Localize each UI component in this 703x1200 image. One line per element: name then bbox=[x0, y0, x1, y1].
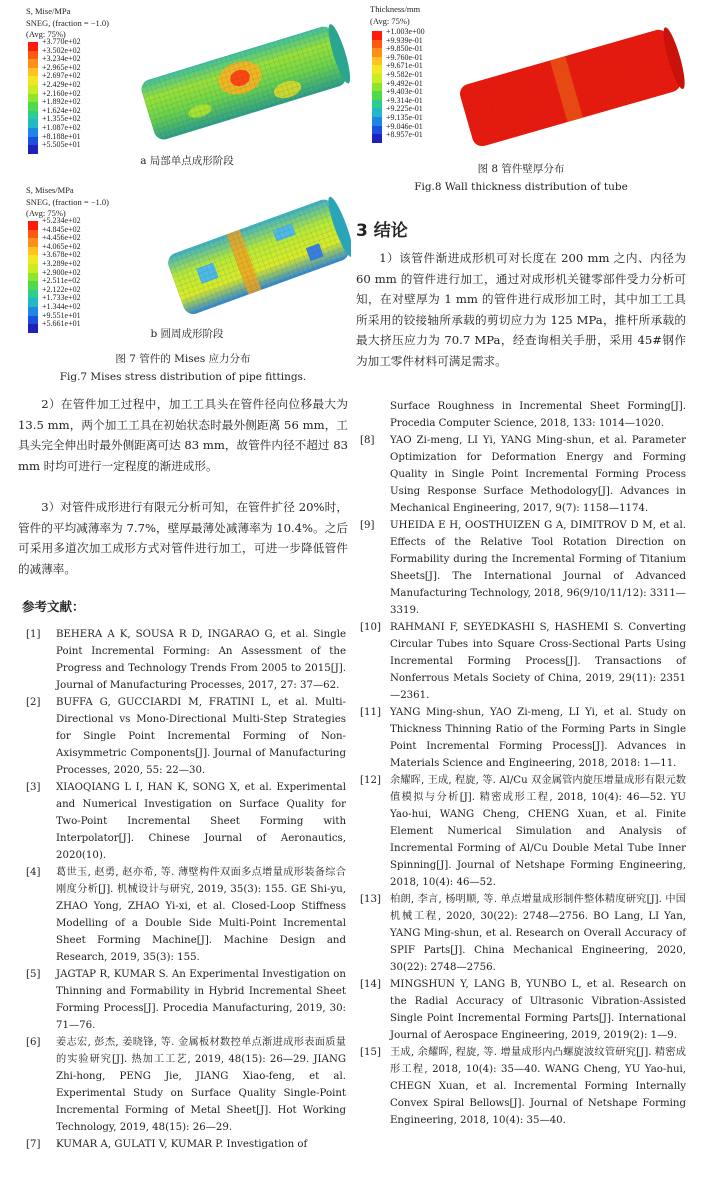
legend-colorbar bbox=[28, 42, 38, 154]
legend-color-swatch bbox=[28, 316, 38, 325]
legend-color-swatch bbox=[28, 119, 38, 128]
legend-color-swatch bbox=[28, 94, 38, 103]
legend-color-swatch bbox=[28, 137, 38, 146]
right-column bbox=[356, 0, 686, 1200]
legend-value: +1.344e+02 bbox=[42, 301, 81, 311]
reference-text: 姜志宏, 彭杰, 姜晓锋, 等. 金属板材数控单点渐进成形表面质量的实验研究[J]. 热加工工艺, 2019, 48(15): 26—29. JIANG Zhi-hong, PENG Jie, JIANG Xiao-feng, et al. Experimental Study on Surface Quality Single-Point Incremental Forming of Metal Sheet[J]. Hot Working Technology, 2019, 48(15): 26—29. bbox=[56, 1037, 346, 1133]
reference-item bbox=[26, 779, 346, 864]
legend-color-swatch bbox=[28, 85, 38, 94]
section-3-title: 3 结论 bbox=[356, 221, 408, 241]
legend-title-line: SNEG, (fraction = −1.0) bbox=[26, 17, 109, 28]
figure-8-caption-zh: 图 8 管件壁厚分布 bbox=[477, 163, 565, 175]
reference-text: UHEIDA E H, OOSTHUIZEN G A, DIMITROV D M, et al. Effects of the Relative Tool Rotation Direction on Formability during the Incremental Forming of Titanium Sheets[J]. The International Journal of Advanced Manufacturing Technology, 2018, 96(9/10/11/12): 3311—3319. bbox=[390, 520, 686, 616]
figure-7b-legend bbox=[26, 185, 109, 329]
legend-color-swatch bbox=[372, 108, 382, 117]
legend-colorbar bbox=[28, 221, 38, 333]
reference-text: KUMAR A, GULATI V, KUMAR P. Investigation of bbox=[56, 1139, 308, 1150]
legend-value: +9.225e-01 bbox=[386, 104, 423, 114]
reference-number: [5] bbox=[26, 969, 41, 980]
legend-value: +9.850e-01 bbox=[386, 44, 423, 54]
legend-value: +1.892e+02 bbox=[42, 97, 81, 107]
legend-values bbox=[42, 38, 81, 150]
legend-color-swatch bbox=[28, 281, 38, 290]
legend-color-swatch bbox=[28, 255, 38, 264]
legend-values bbox=[386, 28, 425, 140]
reference-item bbox=[360, 619, 686, 704]
reference-number: [1] bbox=[26, 629, 41, 640]
figure-8 bbox=[370, 4, 686, 194]
legend-color-swatch bbox=[372, 48, 382, 57]
legend-color-swatch bbox=[28, 51, 38, 60]
reference-text: BUFFA G, GUCCIARDI M, FRATINI L, et al. Multi-Directional vs Mono-Directional Multi-Step Strategies for Single Point Incremental Forming of Non-Axisymmetric Components[J]. Journal of Manufacturing Processes, 2020, 55: 22—30. bbox=[56, 697, 346, 776]
legend-value: +3.678e+02 bbox=[42, 250, 81, 260]
legend-color-swatch bbox=[28, 111, 38, 120]
legend-color-swatch bbox=[28, 273, 38, 282]
figure-7b-tube-image bbox=[166, 187, 351, 327]
figure-8-legend bbox=[370, 4, 425, 140]
legend-title-line: (Avg: 75%) bbox=[370, 15, 410, 26]
figure-8-tube-image bbox=[454, 22, 686, 152]
legend-value: +2.900e+02 bbox=[42, 267, 81, 277]
figure-7a-tube-image bbox=[134, 22, 354, 147]
legend-color-swatch bbox=[28, 76, 38, 85]
reference-item bbox=[360, 398, 686, 432]
reference-number: [6] bbox=[26, 1037, 41, 1048]
legend-title-line: S, Mises/MPa bbox=[26, 185, 74, 195]
reference-number: [10] bbox=[360, 622, 381, 633]
reference-item bbox=[26, 864, 346, 966]
reference-item bbox=[26, 1034, 346, 1136]
reference-text: 柏朗, 李言, 杨明顺, 等. 单点增量成形制件整体精度研究[J]. 中国机械工程, 2020, 30(22): 2748—2756. BO Lang, LI Yan, YANG Ming-shun, et al. Research on Overall Accuracy of SPIF Parts[J]. China Mechanical Engineering, 2020, 30(22): 2748—2756. bbox=[390, 894, 686, 973]
legend-value: +2.429e+02 bbox=[42, 79, 81, 89]
reference-number: [14] bbox=[360, 979, 381, 990]
figure-7a-caption: a 局部单点成形阶段 bbox=[140, 155, 234, 167]
reference-number: [2] bbox=[26, 697, 41, 708]
legend-value: +2.511e+02 bbox=[42, 276, 81, 286]
legend-value: +4.845e+02 bbox=[42, 224, 81, 234]
reference-text: 余耀晖, 王成, 程旋, 等. Al/Cu 双金属管内旋压增量成形有限元数值模拟与分析[J]. 精密成形工程, 2018, 10(4): 46—52. YU Yao-hui, WANG Cheng, CHENG Xuan, et al. Finite Element Numerical Simulation and Analysis of Incremental Forming of Al/Cu Double Metal Tube Inner Spinning[J]. Journal of Netshape Forming Engineering, 2018, 10(4): 46—52. bbox=[390, 775, 686, 888]
figure-8-caption-en: Fig.8 Wall thickness distribution of tube bbox=[414, 181, 628, 193]
legend-value: +1.087e+02 bbox=[42, 122, 81, 132]
legend-value: +1.733e+02 bbox=[42, 293, 81, 303]
reference-item bbox=[360, 517, 686, 619]
reference-number: [11] bbox=[360, 707, 381, 718]
legend-color-swatch bbox=[28, 145, 38, 154]
legend-value: +9.760e-01 bbox=[386, 52, 423, 62]
reference-number: [15] bbox=[360, 1047, 381, 1058]
legend-value: +9.403e-01 bbox=[386, 87, 423, 97]
legend-color-swatch bbox=[28, 298, 38, 307]
legend-value: +5.234e+02 bbox=[42, 216, 81, 225]
legend-value: +3.234e+02 bbox=[42, 54, 81, 64]
reference-item bbox=[360, 704, 686, 772]
left-column bbox=[18, 0, 348, 1200]
paragraph-2: 2）在管件加工过程中，加工工具头在管件径向位移最大为 13.5 mm，两个加工工具在初始状态时最外侧距离 56 mm，工具头完全伸出时最外侧距离可达 83 mm，故管件内径不超过 83 mm 时均可进行一定程度的渐进成形。 bbox=[18, 397, 348, 473]
legend-value: +5.505e+01 bbox=[42, 140, 81, 150]
legend-values bbox=[42, 217, 81, 329]
figure-7a bbox=[26, 4, 348, 174]
legend-color-swatch bbox=[372, 65, 382, 74]
legend-color-swatch bbox=[28, 230, 38, 239]
reference-number: [7] bbox=[26, 1139, 41, 1150]
legend-value: +1.003e+00 bbox=[386, 27, 425, 36]
legend-value: +9.551e+01 bbox=[42, 310, 81, 320]
references-list-left bbox=[26, 626, 346, 1153]
figure-7b-caption: b 圆周成形阶段 bbox=[150, 328, 224, 340]
legend-value: +2.122e+02 bbox=[42, 284, 81, 294]
legend-color-swatch bbox=[28, 247, 38, 256]
reference-text: XIAOQIANG L I, HAN K, SONG X, et al. Experimental and Numerical Investigation on Surface Quality for Two-Point Incremental Sheet Forming with Interpolator[J]. Chinese Journal of Aeronautics, 2020(10). bbox=[56, 782, 346, 861]
reference-item bbox=[360, 891, 686, 976]
legend-value: +9.314e-01 bbox=[386, 95, 423, 105]
legend-color-swatch bbox=[28, 264, 38, 273]
figure-7b bbox=[26, 185, 348, 350]
legend-value: +8.957e-01 bbox=[386, 130, 423, 140]
legend-color-swatch bbox=[372, 91, 382, 100]
legend-color-swatch bbox=[28, 68, 38, 77]
reference-text: RAHMANI F, SEYEDKASHI S, HASHEMI S. Converting Circular Tubes into Square Cross-Sectional Parts Using Incremental Forming Process[J]. Transactions of Nonferrous Metals Society of China, 2019, 29(11): 2351—2361. bbox=[390, 622, 686, 701]
reference-text: YAO Zi-meng, LI Yi, YANG Ming-shun, et al. Parameter Optimization for Deformation Energy and Forming Quality in Single Point Incremental Forming Process Using Response Surface Methodology[J]. Advances in Mechanical Engineering, 2017, 9(7): 1158—1174. bbox=[390, 435, 686, 514]
reference-item bbox=[360, 976, 686, 1044]
reference-text: 王成, 余耀晖, 程旋, 等. 增量成形内凸螺旋波纹管研究[J]. 精密成形工程, 2018, 10(4): 35—40. WANG Cheng, YU Yao-hui, CHEGN Xuan, et al. Incremental Forming Internally Convex Spiral Bellows[J]. Journal of Netshape Forming Engineering, 2018, 10(4): 35—40. bbox=[390, 1047, 686, 1126]
legend-color-swatch bbox=[28, 102, 38, 111]
reference-text: Surface Roughness in Incremental Sheet Forming[J]. Procedia Computer Science, 2018, 133: 1014—1020. bbox=[390, 401, 686, 429]
legend-value: +3.502e+02 bbox=[42, 45, 81, 55]
conclusion-paragraph-1: 1）该管件渐进成形机可对长度在 200 mm 之内、内径为 60 mm 的管件进行加工，通过对成形机关键零部件受力分析可知，在对壁厚为 1 mm 的管件进行成形加工时，其中加工工具所采用的铰接轴所承载的剪切应力为 125 MPa，推杆所承载的最大挤压应力为 70.7 MPa，经查询相关手册，采用 45#钢作为加工零件材料可满足需求。 bbox=[356, 251, 686, 368]
references-heading: 参考文献： bbox=[22, 599, 85, 614]
reference-text: 葛世玉, 赵勇, 赵亦希, 等. 薄壁构件双面多点增量成形装备综合刚度分析[J]. 机械设计与研究, 2019, 35(3): 155. GE Shi-yu, ZHAO Yong, ZHAO Yi-xi, et al. Closed-Loop Stiffness Modelling of a Double Side Multi-Point Incremental Sheet Forming Machine[J]. Machine Design and Research, 2019, 35(3): 155. bbox=[56, 867, 346, 963]
legend-color-swatch bbox=[28, 238, 38, 247]
reference-number: [13] bbox=[360, 894, 381, 905]
legend-value: +2.965e+02 bbox=[42, 62, 81, 72]
legend-color-swatch bbox=[28, 42, 38, 51]
reference-item bbox=[360, 432, 686, 517]
legend-color-swatch bbox=[28, 307, 38, 316]
reference-number: [4] bbox=[26, 867, 41, 878]
legend-value: +9.135e-01 bbox=[386, 112, 423, 122]
legend-value: +1.355e+02 bbox=[42, 114, 81, 124]
reference-text: BEHERA A K, SOUSA R D, INGARAO G, et al. Single Point Incremental Forming: An Assessment of the Progress and Technology Trends From 2005 to 2015[J]. Journal of Manufacturing Processes, 2017, 27: 37—62. bbox=[56, 629, 346, 691]
legend-color-swatch bbox=[372, 57, 382, 66]
legend-color-swatch bbox=[28, 221, 38, 230]
figure-7a-legend bbox=[26, 6, 109, 150]
legend-color-swatch bbox=[28, 128, 38, 137]
legend-color-swatch bbox=[372, 100, 382, 109]
legend-value: +9.582e-01 bbox=[386, 69, 423, 79]
legend-value: +4.065e+02 bbox=[42, 241, 81, 251]
legend-value: +9.492e-01 bbox=[386, 78, 423, 88]
references-list-right bbox=[360, 398, 686, 1129]
legend-value: +9.046e-01 bbox=[386, 121, 423, 131]
legend-colorbar bbox=[372, 31, 382, 143]
legend-title-line: (Avg: 75%) bbox=[26, 208, 66, 218]
reference-item bbox=[26, 966, 346, 1034]
figure-7-caption-zh: 图 7 管件的 Mises 应力分布 bbox=[115, 353, 251, 365]
legend-color-swatch bbox=[372, 126, 382, 135]
legend-title-line: SNEG, (fraction = −1.0) bbox=[26, 196, 109, 207]
figure-7-caption-en: Fig.7 Mises stress distribution of pipe fittings. bbox=[59, 371, 307, 383]
legend-value: +9.671e-01 bbox=[386, 61, 423, 71]
legend-color-swatch bbox=[372, 31, 382, 40]
reference-item bbox=[26, 626, 346, 694]
legend-value: +9.939e-01 bbox=[386, 35, 423, 45]
legend-color-swatch bbox=[372, 83, 382, 92]
legend-color-swatch bbox=[28, 59, 38, 68]
reference-text: MINGSHUN Y, LANG B, YUNBO L, et al. Research on the Radial Accuracy of Ultrasonic Vibration-Assisted Single Point Incremental Forming Parts[J]. International Journal of Aerospace Engineering, 2019, 2019(2): 1—9. bbox=[390, 979, 686, 1041]
legend-title-line: S, Mise/MPa bbox=[26, 6, 71, 16]
reference-number: [8] bbox=[360, 435, 375, 446]
legend-value: +2.697e+02 bbox=[42, 71, 81, 81]
legend-value: +5.661e+01 bbox=[42, 319, 81, 329]
reference-text: YANG Ming-shun, YAO Zi-meng, LI Yi, et al. Study on Thickness Thinning Ratio of the Forming Parts in Single Point Incremental Forming Process[J]. Advances in Materials Science and Engineering, 2018, 2018: 1—11. bbox=[390, 707, 686, 769]
legend-value: +1.624e+02 bbox=[42, 105, 81, 115]
reference-number: [12] bbox=[360, 775, 381, 786]
reference-text: JAGTAP R, KUMAR S. An Experimental Investigation on Thinning and Formability in Hybrid Incremental Sheet Forming Process[J]. Procedia Manufacturing, 2019, 30: 71—76. bbox=[56, 969, 346, 1031]
legend-value: +3.770e+02 bbox=[42, 37, 81, 46]
legend-color-swatch bbox=[372, 74, 382, 83]
reference-item bbox=[26, 694, 346, 779]
reference-item bbox=[360, 1044, 686, 1129]
reference-number: [9] bbox=[360, 520, 375, 531]
legend-color-swatch bbox=[28, 290, 38, 299]
legend-title-line: (Avg: 75%) bbox=[26, 29, 66, 39]
legend-color-swatch bbox=[372, 134, 382, 143]
reference-item bbox=[360, 772, 686, 891]
legend-value: +3.289e+02 bbox=[42, 258, 81, 268]
legend-title-line: Thickness/mm bbox=[370, 4, 421, 14]
legend-value: +4.456e+02 bbox=[42, 233, 81, 243]
reference-item bbox=[26, 1136, 346, 1153]
paragraph-3: 3）对管件成形进行有限元分析可知，在管件扩径 20%时，管件的平均减薄率为 7.7%，壁厚最薄处减薄率为 10.4%。之后可采用多道次加工成形方式对管件进行加工，可进一步降低管件的减薄率。 bbox=[18, 500, 348, 576]
legend-color-swatch bbox=[372, 40, 382, 49]
legend-value: +2.160e+02 bbox=[42, 88, 81, 98]
legend-value: +8.188e+01 bbox=[42, 131, 81, 141]
reference-number: [3] bbox=[26, 782, 41, 793]
legend-color-swatch bbox=[372, 117, 382, 126]
